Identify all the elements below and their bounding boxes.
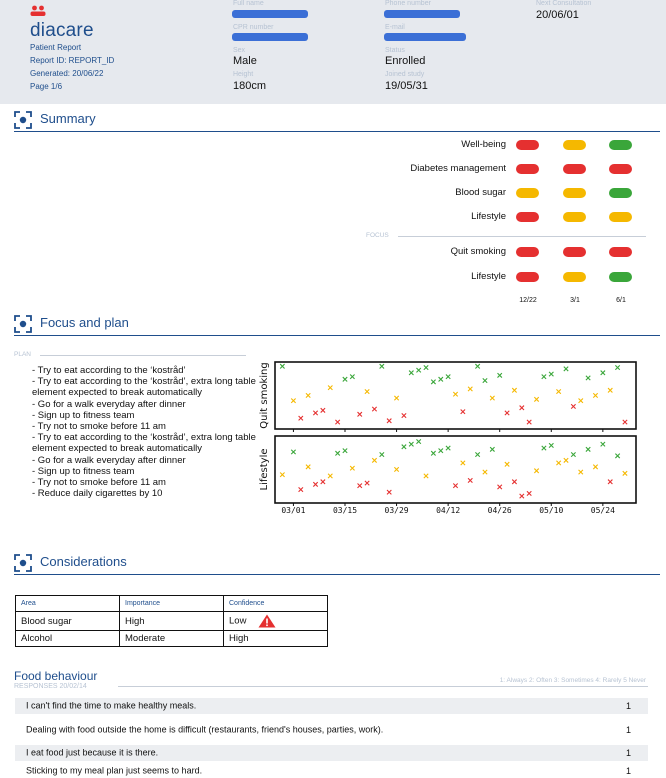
status-pill-yellow (563, 212, 586, 222)
considerations-title: Considerations (40, 554, 127, 569)
summary-column-date: 6/1 (616, 297, 626, 304)
x-tick-label: 03/01 (281, 506, 306, 515)
scatter-point (527, 420, 531, 424)
status-pill-red (516, 272, 539, 282)
scatter-point (556, 389, 560, 393)
email-redacted (384, 33, 466, 41)
scatter-point (623, 420, 627, 424)
scatter-point (534, 469, 538, 473)
phone-redacted (384, 10, 460, 18)
scatter-point (424, 365, 428, 369)
focus-plan-rule (14, 335, 660, 336)
report-id: Report ID: REPORT_ID (30, 56, 115, 65)
scatter-point (439, 448, 443, 452)
scatter-point (313, 482, 317, 486)
scatter-point (593, 465, 597, 469)
scatter-point (365, 389, 369, 393)
scatter-point (483, 470, 487, 474)
scatter-point (571, 452, 575, 456)
scatter-point (372, 458, 376, 462)
next-consultation-label: Next Consultation (536, 0, 592, 7)
scatter-point (564, 458, 568, 462)
status-pill-yellow (563, 188, 586, 198)
scatter-point (512, 388, 516, 392)
scatter-point (431, 380, 435, 384)
food-answer: 1 (625, 765, 631, 776)
scatter-chart (258, 358, 640, 518)
scatter-point (299, 487, 303, 491)
page-number: Page 1/6 (30, 82, 63, 91)
food-question: Dealing with food outside the home is difficult (restaurants, friend's houses, parties, work). (26, 724, 384, 734)
status-pill-red (563, 164, 586, 174)
scatter-point (556, 461, 560, 465)
table-cell: Blood sugar (16, 612, 120, 631)
scatter-point (350, 374, 354, 378)
scatter-point (321, 408, 325, 412)
focus-target-icon (14, 315, 32, 333)
food-question: I can't find the time to make healthy meals. (26, 700, 197, 711)
status-pill-red (609, 164, 632, 174)
scatter-point (446, 446, 450, 450)
scatter-point (394, 396, 398, 400)
considerations-heading (14, 553, 654, 575)
scatter-point (475, 364, 479, 368)
scatter-point (490, 447, 494, 451)
status-pill-yellow (563, 272, 586, 282)
scatter-point (335, 420, 339, 424)
plan-list (32, 365, 257, 499)
report-type: Patient Report (30, 43, 82, 52)
scatter-point (615, 365, 619, 369)
scatter-point (343, 377, 347, 381)
people-logo-icon (30, 5, 46, 17)
summary-row-label: Quit smoking (450, 246, 506, 257)
plan-item: - Try to eat according to the ‘kostråd’ (32, 365, 186, 376)
scatter-point (498, 485, 502, 489)
plan-item: - Reduce daily cigarettes by 10 (32, 488, 163, 500)
scatter-point (453, 392, 457, 396)
chart-panel-frame (275, 362, 636, 429)
scatter-point (512, 480, 516, 484)
scatter-point (424, 474, 428, 478)
table-header-row (16, 596, 328, 612)
focus-target-icon (14, 111, 32, 129)
food-question: Sticking to my meal plan just seems to hard. (26, 765, 203, 775)
list-item (15, 763, 648, 778)
list-item (15, 715, 648, 744)
scatter-point (608, 480, 612, 484)
status-pill-red (516, 140, 539, 150)
brand-name: diacare (30, 20, 94, 41)
scatter-point (280, 472, 284, 476)
confidence-header: Confidence (224, 596, 328, 612)
y-axis-label: Quit smoking (259, 362, 270, 429)
scatter-point (542, 374, 546, 378)
height-label: Height (233, 71, 254, 78)
scatter-point (321, 480, 325, 484)
full-name-redacted (232, 10, 308, 18)
cpr-redacted (232, 33, 308, 41)
scatter-point (475, 452, 479, 456)
plan-label: PLAN (14, 351, 31, 358)
list-item (15, 745, 648, 761)
summary-column-date: 3/1 (570, 297, 580, 304)
scatter-point (350, 466, 354, 470)
scatter-point (608, 388, 612, 392)
scatter-point (372, 407, 376, 411)
scatter-point (358, 412, 362, 416)
scatter-point (579, 398, 583, 402)
food-responses-date: RESPONSES 20/02/14 (14, 683, 87, 690)
scatter-point (291, 450, 295, 454)
list-item (15, 698, 648, 714)
summary-title: Summary (40, 111, 96, 126)
joined-value: 19/05/31 (385, 80, 428, 92)
scatter-point (380, 452, 384, 456)
scatter-point (615, 454, 619, 458)
food-behaviour-title: Food behaviour (14, 669, 98, 683)
full-name-label: Full name (233, 0, 264, 7)
status-pill-green (609, 140, 632, 150)
status-pill-yellow (516, 188, 539, 198)
scatter-point (306, 465, 310, 469)
scatter-point (328, 385, 332, 389)
chart-panel-frame (275, 436, 636, 503)
sex-label: Sex (233, 47, 246, 54)
scatter-point (402, 413, 406, 417)
joined-label: Joined study (385, 71, 425, 78)
importance-header: Importance (120, 596, 224, 612)
scatter-point (402, 445, 406, 449)
scatter-point (291, 398, 295, 402)
scatter-point (446, 374, 450, 378)
generated-date: Generated: 20/06/22 (30, 69, 104, 78)
table-cell: Moderate (120, 631, 224, 647)
food-scale-legend: 1: Always 2: Often 3: Sometimes 4: Rarely 5 Never (499, 677, 646, 684)
summary-column-date: 12/22 (519, 297, 537, 304)
food-answer: 1 (625, 701, 631, 711)
scatter-point (520, 406, 524, 410)
scatter-point (416, 439, 420, 443)
status-pill-red (563, 247, 586, 257)
focus-divider (398, 236, 646, 237)
scatter-point (586, 447, 590, 451)
height-value: 180cm (233, 80, 267, 92)
report-header (0, 0, 666, 104)
considerations-table (15, 595, 328, 647)
warning-icon (258, 614, 276, 628)
plan-item: - Go for a walk everyday after dinner (32, 454, 186, 466)
summary-rule (14, 131, 660, 132)
status-pill-yellow (609, 212, 632, 222)
status-pill-red (516, 247, 539, 257)
scatter-point (505, 462, 509, 466)
scatter-point (431, 451, 435, 455)
plan-item: - Try to eat according to the ‘kostråd’, extra long table element expected to break automatically (32, 376, 256, 399)
table-cell: High (224, 631, 328, 647)
food-answer: 1 (625, 748, 631, 758)
plan-item: - Go for a walk everyday after dinner (32, 398, 186, 410)
table-cell: High (120, 612, 224, 631)
summary-row-label: Blood sugar (455, 187, 506, 198)
x-tick-label: 05/10 (539, 506, 564, 515)
x-tick-label: 04/12 (436, 506, 461, 515)
phone-label: Phone number (385, 0, 431, 7)
cpr-label: CPR number (233, 24, 274, 31)
scatter-point (299, 416, 303, 420)
scatter-point (490, 396, 494, 400)
summary-row-label: Lifestyle (471, 271, 506, 282)
status-pill-yellow (563, 140, 586, 150)
plan-item: - Sign up to fitness team (32, 465, 135, 477)
scatter-point (453, 483, 457, 487)
x-tick-label: 03/29 (384, 506, 409, 515)
scatter-point (328, 474, 332, 478)
scatter-point (520, 494, 524, 498)
scatter-point (586, 376, 590, 380)
status-pill-red (516, 212, 539, 222)
focus-label: FOCUS (366, 232, 389, 239)
scatter-point (505, 411, 509, 415)
food-divider (118, 686, 648, 687)
scatter-point (601, 442, 605, 446)
scatter-point (387, 419, 391, 423)
scatter-point (439, 377, 443, 381)
x-tick-label: 04/26 (487, 506, 512, 515)
focus-plan-title: Focus and plan (40, 315, 129, 330)
scatter-point (380, 364, 384, 368)
status-pill-red (516, 164, 539, 174)
area-header: Area (16, 596, 120, 612)
plan-divider (40, 355, 246, 356)
x-tick-label: 03/15 (332, 506, 358, 515)
scatter-point (335, 451, 339, 455)
status-pill-green (609, 188, 632, 198)
table-row (16, 631, 328, 647)
plan-item: - Try not to smoke before 11 am (32, 421, 166, 433)
status-pill-green (609, 272, 632, 282)
scatter-point (409, 442, 413, 446)
plan-item: - Try to eat according to the ‘kostråd’, extra long table element expected to break automatically (32, 432, 256, 455)
status-value: Enrolled (385, 55, 426, 67)
table-cell (224, 612, 328, 631)
scatter-point (623, 471, 627, 475)
table-cell: Alcohol (16, 631, 120, 647)
next-consultation-value: 20/06/01 (536, 9, 579, 21)
summary-row-label: Diabetes management (410, 163, 506, 174)
summary-heading (14, 110, 654, 132)
scatter-point (468, 387, 472, 391)
scatter-point (409, 371, 413, 375)
scatter-point (468, 478, 472, 482)
scatter-point (416, 368, 420, 372)
summary-row-label: Well-being (461, 139, 506, 150)
x-tick-label: 05/24 (590, 506, 615, 515)
scatter-point (527, 491, 531, 495)
scatter-point (365, 481, 369, 485)
scatter-point (343, 448, 347, 452)
scatter-point (601, 371, 605, 375)
status-label: Status (385, 47, 405, 54)
plan-item: - Try not to smoke before 11 am (32, 477, 166, 489)
scatter-point (579, 470, 583, 474)
y-axis-label: Lifestyle (259, 448, 270, 491)
scatter-point (394, 467, 398, 471)
scatter-point (542, 446, 546, 450)
scatter-point (534, 397, 538, 401)
focus-plan-heading (14, 314, 654, 336)
scatter-point (313, 411, 317, 415)
food-question: I eat food just because it is there. (26, 747, 159, 758)
scatter-point (461, 461, 465, 465)
scatter-point (549, 372, 553, 376)
email-label: E-mail (385, 24, 405, 31)
scatter-point (461, 409, 465, 413)
scatter-point (280, 364, 284, 368)
scatter-point (358, 483, 362, 487)
status-pill-red (609, 247, 632, 257)
scatter-point (387, 490, 391, 494)
focus-target-icon (14, 554, 32, 572)
scatter-point (483, 378, 487, 382)
confidence-value: Low (229, 615, 247, 627)
scatter-point (593, 393, 597, 397)
scatter-point (306, 393, 310, 397)
scatter-point (571, 404, 575, 408)
scatter-point (549, 443, 553, 447)
scatter-point (564, 367, 568, 371)
summary-row-label: Lifestyle (471, 211, 506, 222)
table-row (16, 612, 328, 631)
food-answer: 1 (625, 724, 631, 735)
considerations-rule (14, 574, 660, 575)
plan-item: - Sign up to fitness team (32, 409, 135, 421)
sex-value: Male (233, 55, 257, 67)
scatter-point (498, 373, 502, 377)
